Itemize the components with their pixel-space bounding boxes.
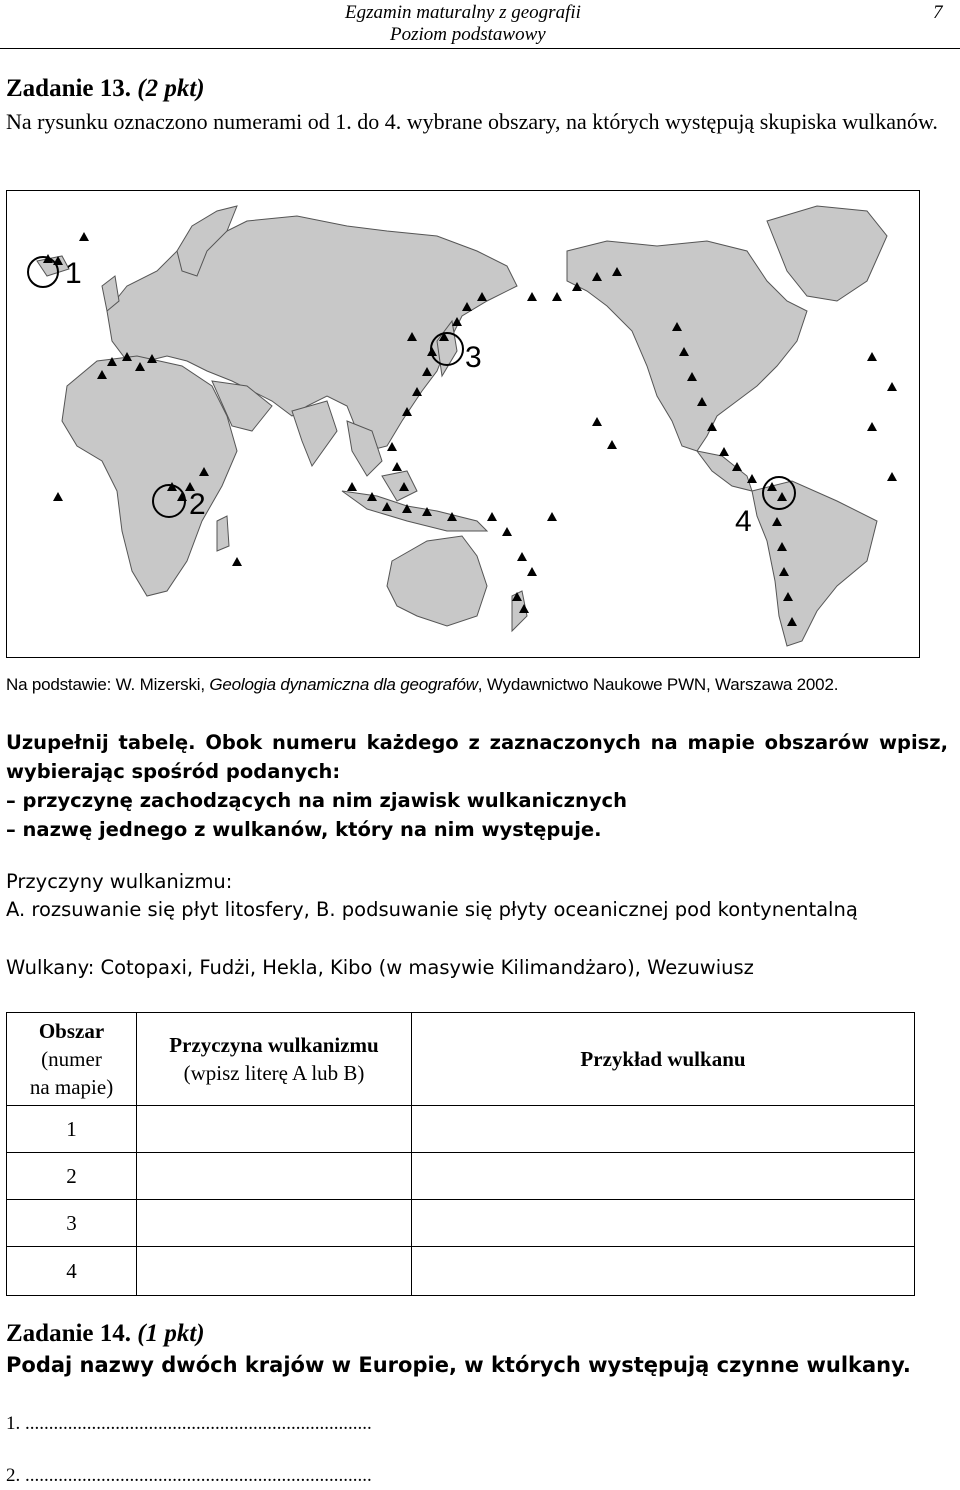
row-number: 3 bbox=[7, 1200, 137, 1247]
col-area-header bbox=[7, 1013, 137, 1106]
indonesia-islands bbox=[342, 491, 487, 531]
volcanoes-list: Wulkany: Cotopaxi, Fudżi, Hekla, Kibo (w masywie Kilimandżaro), Wezuwiusz bbox=[6, 956, 754, 979]
map-label-1: 1 bbox=[65, 257, 82, 290]
page-number: 7 bbox=[933, 2, 943, 23]
row-number: 1 bbox=[7, 1106, 137, 1153]
table-row bbox=[7, 1247, 915, 1296]
map-label-2: 2 bbox=[189, 488, 206, 521]
map-svg bbox=[7, 191, 919, 657]
instruction-line-1 bbox=[6, 728, 948, 757]
volcano-world-map bbox=[6, 190, 920, 658]
volcano-answer-cell[interactable] bbox=[412, 1247, 915, 1296]
volcano-answer-cell[interactable] bbox=[412, 1106, 915, 1153]
cause-answer-cell[interactable] bbox=[137, 1247, 412, 1296]
source-prefix: Na podstawie: W. Mizerski, bbox=[6, 675, 210, 694]
cause-answer-cell[interactable] bbox=[137, 1200, 412, 1247]
central-america-landmass bbox=[697, 451, 752, 491]
cause-answer-cell[interactable] bbox=[137, 1153, 412, 1200]
instruction-rest-1: Obok numeru każdego z zaznaczonych na mapie obszarów wpisz, bbox=[205, 731, 948, 754]
table-header-row bbox=[7, 1013, 915, 1106]
task14-question: Podaj nazwy dwóch krajów w Europie, w których występują czynne wulkany. bbox=[6, 1353, 911, 1377]
task13-title-text: Zadanie 13. bbox=[6, 75, 132, 102]
header-title: Egzamin maturalny z geografii bbox=[345, 2, 581, 23]
header-subtitle: Poziom podstawowy bbox=[390, 24, 546, 45]
causes-heading: Przyczyny wulkanizmu: bbox=[6, 870, 233, 893]
instruction-line-2: wybierając spośród podanych: bbox=[6, 760, 341, 783]
task14-points: (1 pkt) bbox=[137, 1320, 205, 1347]
task13-title bbox=[6, 75, 205, 103]
col-cause-line1: Przyczyna wulkanizmu bbox=[169, 1033, 379, 1057]
cause-answer-cell[interactable] bbox=[137, 1106, 412, 1153]
col-area-line3: na mapie) bbox=[29, 1075, 114, 1099]
row-number: 2 bbox=[7, 1153, 137, 1200]
africa-landmass bbox=[62, 356, 237, 596]
task14-title-text: Zadanie 14. bbox=[6, 1320, 132, 1347]
col-cause-line2: (wpisz literę A lub B) bbox=[183, 1061, 365, 1085]
task13-instruction bbox=[6, 728, 948, 844]
volcano-answer-cell[interactable] bbox=[412, 1153, 915, 1200]
col-area-line2: (numer bbox=[41, 1047, 102, 1071]
col-example-header: Przykład wulkanu bbox=[412, 1013, 915, 1106]
answer-line-1[interactable]: 1. ......................................................................... bbox=[6, 1413, 372, 1434]
header-divider bbox=[0, 48, 960, 49]
madagascar-landmass bbox=[217, 516, 229, 551]
map-source bbox=[6, 675, 838, 695]
task14-title bbox=[6, 1320, 205, 1348]
map-label-3: 3 bbox=[465, 341, 482, 374]
answer-table bbox=[6, 1012, 915, 1296]
greenland-landmass bbox=[767, 206, 887, 301]
source-suffix: , Wydawnictwo Naukowe PWN, Warszawa 2002. bbox=[477, 675, 839, 694]
task13-intro: Na rysunku oznaczono numerami od 1. do 4. wybrane obszary, na których występują skupiska wulkanów. bbox=[6, 109, 938, 134]
borneo-island bbox=[382, 471, 417, 501]
answer-line-2[interactable]: 2. ......................................................................... bbox=[6, 1465, 372, 1486]
instruction-opener: Uzupełnij tabelę. bbox=[6, 731, 196, 754]
volcano-answer-cell[interactable] bbox=[412, 1200, 915, 1247]
north-america-landmass bbox=[567, 241, 807, 451]
instruction-item-2: – nazwę jednego z wulkanów, który na nim występuje. bbox=[6, 818, 602, 841]
map-label-4: 4 bbox=[735, 505, 752, 538]
instruction-item-1: – przyczynę zachodzących na nim zjawisk wulkanicznych bbox=[6, 789, 627, 812]
row-number: 4 bbox=[7, 1247, 137, 1296]
india-landmass bbox=[292, 401, 337, 466]
causes-list: A. rozsuwanie się płyt litosfery, B. podsuwanie się płyty oceanicznej pod kontynentalną bbox=[6, 898, 858, 921]
table-row bbox=[7, 1106, 915, 1153]
source-title: Geologia dynamiczna dla geografów bbox=[209, 675, 478, 694]
table-row bbox=[7, 1153, 915, 1200]
task13-points: (2 pkt) bbox=[137, 75, 205, 102]
table-row bbox=[7, 1200, 915, 1247]
australia-landmass bbox=[387, 536, 487, 626]
col-area-line1: Obszar bbox=[38, 1019, 105, 1043]
col-cause-header bbox=[137, 1013, 412, 1106]
